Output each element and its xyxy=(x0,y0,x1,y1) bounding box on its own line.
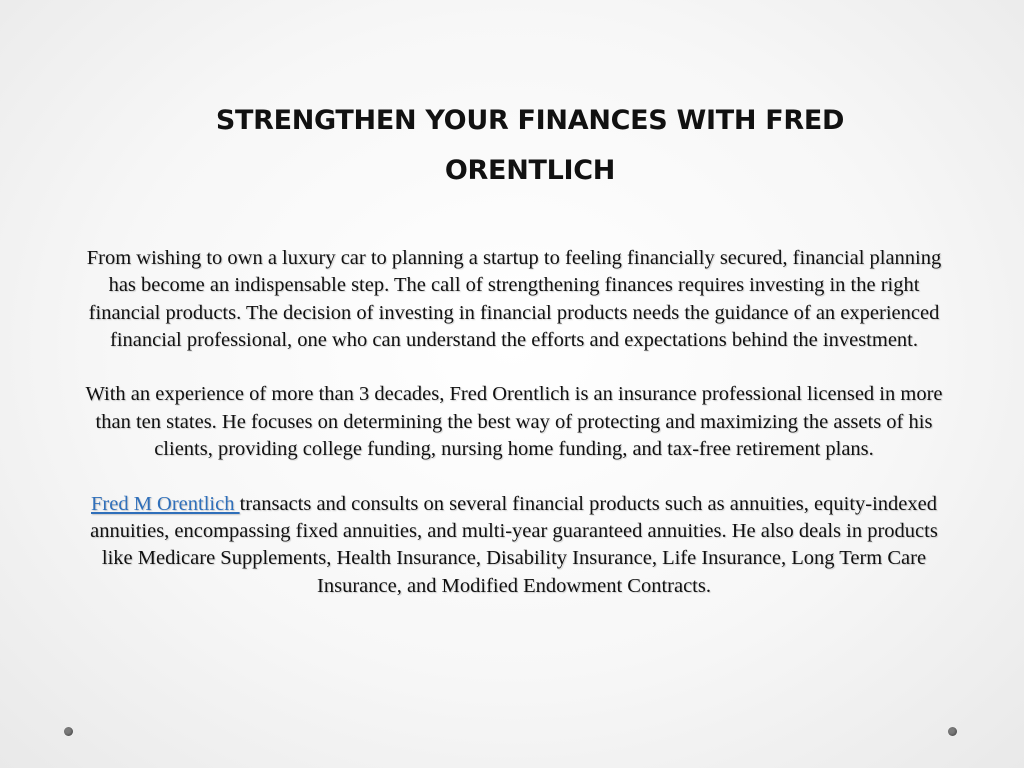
paragraph-products-text: transacts and consults on several financial products such as annuities, equity-indexed annuities, encompassing fixed annuities, and multi-year guaranteed annuities. He also deals in products like Medicare Supplements, Health Insurance, Disability Insurance, Life Insurance, Long Term Care Insurance, and Modified Endowment Contracts. xyxy=(90,492,938,597)
paragraph-intro: From wishing to own a luxury car to planning a startup to feeling financially secured, financial planning has become an indispensable step. The call of strengthening finances requires investing in the right financial products. The decision of investing in financial products needs the guidance of an experienced financial professional, one who can understand the efforts and expectations behind the investment. xyxy=(86,247,942,351)
paragraph-products xyxy=(74,491,954,600)
paragraph-experience: With an experience of more than 3 decades, Fred Orentlich is an insurance professional licensed in more than ten states. He focuses on determining the best way of protecting and maximizing the assets of his clients, providing college funding, nursing home funding, and tax-free retirement plans. xyxy=(85,383,943,461)
slide-title: STRENGTHEN YOUR FINANCES WITH FRED ORENTLICH xyxy=(215,105,845,186)
left-dot-icon xyxy=(64,727,73,736)
slide-body xyxy=(74,245,954,600)
right-dot-icon xyxy=(948,727,957,736)
fred-orentlich-link[interactable]: Fred M Orentlich xyxy=(91,492,240,515)
